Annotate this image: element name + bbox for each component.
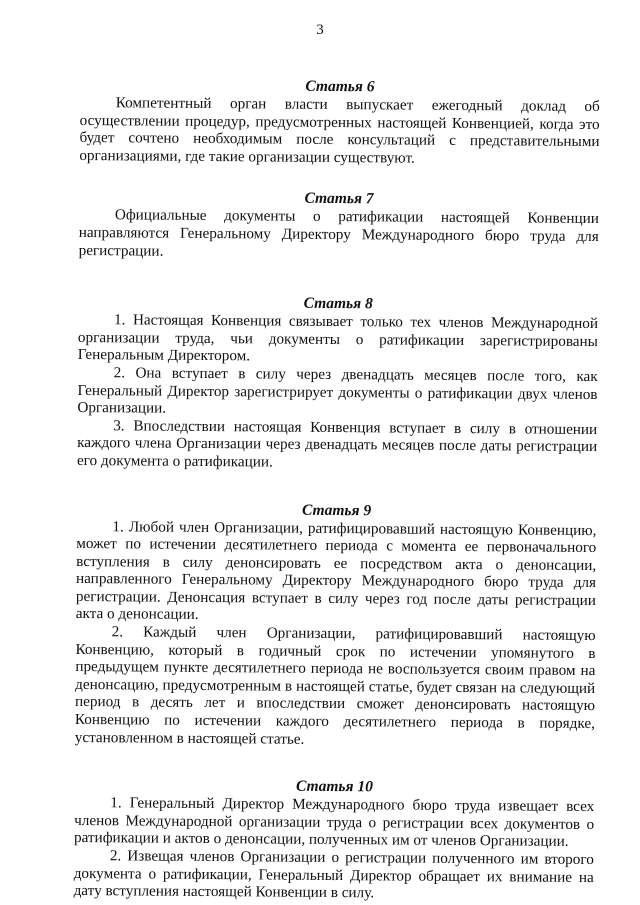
article-8-title: Статья 8 [303, 294, 373, 313]
page-number: 3 [316, 22, 324, 38]
article-7-paragraph-1: Официальные документы о ратификации настоящей Конвенции направляются Генеральному Директору Международного бюро труда для регистрации. [78, 206, 599, 260]
article-6 [79, 76, 600, 168]
article-10-paragraph-1: 1. Генеральный Директор Международного бюро труда извещает всех членов Международной организации труда о регистрации всех документов о ратификации и актов о денонсации, полученных им от членов Организации. [73, 794, 595, 851]
article-7 [79, 188, 600, 263]
article-9-title: Статья 9 [301, 501, 372, 519]
article-9-paragraph-1: 1. Любой член Организации, ратифицировавший настоящую Конвенцию, может по истечении десятилетнего периода с момента ее первоначального вступления в силу денонсировать ее посредством акта о денонсации, направленного Генеральному Директору Международного бюро труда для регистрации. Денонсация вступает в силу через год после даты регистрации акта о денонсации. [75, 517, 597, 624]
article-9-paragraph-2: 2. Каждый член Организации, ратифицировавший настоящую Конвенцию, который в годичный срок по истечении упомянутого в предыдущем пункте десятилетнего периода не воспользуется своим правом на денонсацию, предусмотренным в настоящей статье, будет связан на следующий период в десять лет и впоследствии сможет денонсировать настоящую Конвенцию по истечении каждого десятилетнего периода в порядке, установленном в настоящей статье. [74, 623, 596, 748]
article-8-paragraph-2: 2. Она вступает в силу через двенадцать месяцев после того, как Генеральный Директор зарегистрирует документы о ратификации двух членов Организации. [77, 364, 598, 417]
article-6-paragraph-1: Компетентный орган власти выпускает ежегодный доклад об осуществлении процедур, предусмотренных настоящей Конвенцией, когда это будет сочтено необходимым после консультаций с представительными организациями, где такие организации существуют. [79, 94, 600, 167]
article-9 [75, 499, 597, 750]
article-8 [77, 293, 598, 473]
article-10 [74, 776, 595, 904]
document-body [74, 76, 600, 904]
article-6-title: Статья 6 [305, 77, 375, 96]
article-7-title: Статья 7 [304, 190, 374, 208]
article-8-paragraph-3: 3. Впоследствии настоящая Конвенция вступает в силу в отношении каждого члена Организации через двенадцать месяцев после даты регистрации его документа о ратификации. [76, 416, 598, 471]
article-10-paragraph-2: 2. Извещая членов Организации о регистрации полученного им второго документа о ратификации, Генеральный Директор обращает их внимание на дату вступления настоящей Конвенции в силу. [73, 847, 594, 902]
article-10-title: Статья 10 [295, 777, 373, 796]
article-8-paragraph-1: 1. Настоящая Конвенция связывает только тех членов Международной организации труда, чьи документы о ратификации зарегистрированы Генеральным Директором. [77, 311, 599, 365]
